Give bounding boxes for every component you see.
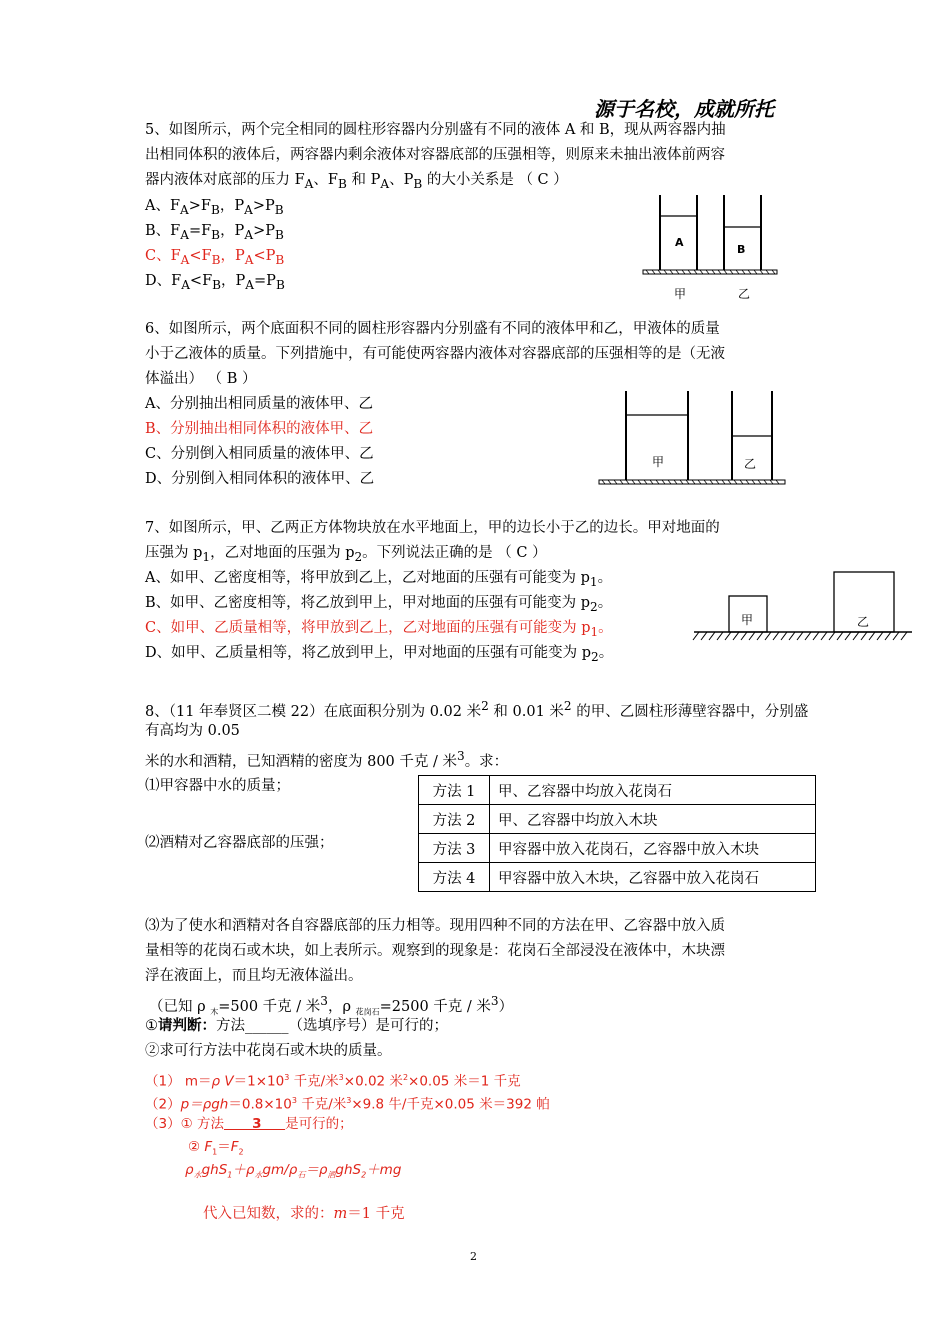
q5-container-a: [660, 195, 697, 270]
q8-answer-3-result: 代入已知数，求的：m＝1 千克: [203, 1206, 405, 1222]
table-row: [419, 776, 816, 805]
method-description: 甲容器中放入木块，乙容器中放入花岗石: [490, 863, 816, 892]
q5-stem-line-2: 出相同体积的液体后，两容器内剩余液体对容器底部的压强相等，则原来未抽出液体前两容: [145, 147, 725, 163]
q8-stem-line-1: 8、（11 年奉贤区二模 22）在底面积分别为 0.02 米$^2$ 和 0.01 米$^2$ 的甲、乙圆柱形薄壁容器中，分别盛: [145, 699, 809, 720]
q5-option-c-correct: C、$F_A<F_B$，$P_A<P_B$: [145, 248, 285, 267]
q8-answer-2: $(2)p=\rho gh=0.8\times 10^3$ 千克/米$^3$×9.8 牛/千克×0.05 米＝392 帕: [145, 1096, 550, 1113]
method-name: 方法 2: [419, 805, 490, 834]
q8-stem-line-3: 米的水和酒精，已知酒精的密度为 800 千克 / 米$^3$。求：: [145, 749, 509, 770]
method-name: 方法 3: [419, 834, 490, 863]
q5-stem-line-1: 5、如图所示，两个完全相同的圆柱形容器内分别盛有不同的液体 A 和 B，现从两容器内抽: [145, 122, 726, 138]
table-row: [419, 805, 816, 834]
q7-label-yi: 乙: [857, 615, 870, 629]
q5-figure-containers: [640, 190, 780, 305]
q7-option-c-correct: C、如甲、乙质量相等，将甲放到乙上，乙对地面的压强有可能变为 $p_1$。: [145, 620, 613, 639]
q6-stem-line-1: 6、如图所示，两个底面积不同的圆柱形容器内分别盛有不同的液体甲和乙，甲液体的质量: [145, 321, 720, 337]
q8-answer-1: （1） m＝ρ $V=1\times 10^3$ 千克/米$^3$×0.02 米$^2$×0.05 米＝1 千克: [145, 1073, 521, 1090]
q7-label-jia: 甲: [741, 613, 754, 627]
page-number: 2: [470, 1250, 477, 1263]
q7-option-a: A、如甲、乙密度相等，将甲放到乙上，乙对地面的压强有可能变为 $p_1$。: [145, 570, 613, 589]
q5-container-b: [724, 195, 761, 270]
table-row: [419, 863, 816, 892]
method-name: 方法 4: [419, 863, 490, 892]
header-slogan: 源于名校，成就所托: [594, 97, 774, 121]
q8-sub-question-3-line-1: ⑶为了使水和酒精对各自容器底部的压力相等。现用四种不同的方法在甲、乙容器中放入质: [145, 918, 725, 934]
q8-known-densities: （已知 ρ $_木$=500 千克 / 米$^3$，ρ $_{花岗石}$=2500 千克 / 米$^3$）: [149, 994, 514, 1017]
q8-stem-line-2: 有高均为 0.05: [145, 723, 240, 739]
q7-option-b: B、如甲、乙密度相等，将乙放到甲上，甲对地面的压强有可能变为 $p_2$。: [145, 595, 613, 614]
q5-option-a: A、$F_A>F_B$，$P_A>P_B$: [145, 198, 284, 217]
q8-answer-3-equation-1: ② $F_1=F_2$: [188, 1139, 244, 1157]
q8-find-mass-prompt: ②求可行方法中花岗石或木块的质量。: [145, 1043, 392, 1059]
q8-sub-question-1: ⑴甲容器中水的质量；: [145, 778, 290, 794]
q8-sub-question-3-line-2: 量相等的花岗石或木块，如上表所示。观察到的现象是：花岗石全部浸没在液体中，木块漂: [145, 943, 725, 959]
table-row: [419, 834, 816, 863]
q5-stem-line-3: 器内液体对底部的压力 $F_A$、$F_B$ 和 $P_A$、$P_B$ 的大小关系是 （ C ）: [145, 172, 568, 191]
q6-stem-line-2: 小于乙液体的质量。下列措施中，有可能使两容器内液体对容器底部的压强相等的是（无液: [145, 346, 725, 362]
q7-stem-line-2: 压强为 $p_1$，乙对地面的压强为 $p_2$。下列说法正确的是 （ C ）: [145, 545, 547, 564]
q5-label-a: A: [675, 236, 684, 249]
q6-stem-line-3: 体溢出） （ B ）: [145, 371, 257, 387]
q6-container-yi: [732, 391, 772, 480]
q6-figure-containers: [597, 388, 787, 488]
q8-sub-question-3-line-3: 浮在液面上，而且均无液体溢出。: [145, 968, 363, 984]
q6-option-d: D、分别倒入相同体积的液体甲、乙: [145, 471, 375, 487]
q5-option-b: B、$F_A=F_B$，$P_A>P_B$: [145, 223, 284, 242]
q6-label-yi: 乙: [744, 457, 757, 471]
q6-container-jia: [626, 391, 688, 480]
q8-methods-table: [418, 775, 816, 892]
q8-sub-question-2: ⑵酒精对乙容器底部的压强；: [145, 835, 334, 851]
q8-judge-prompt: ①请判断：方法______（选填序号）是可行的；: [145, 1017, 448, 1034]
q5-label-b: B: [737, 243, 746, 256]
q8-answer-3: （3）① 方法 3 是可行的；: [145, 1116, 353, 1132]
q8-answer-3-equation-2: $\rho_水ghS_1+\rho_水gm/\rho_石=\rho_酒ghS_2+mg$: [185, 1162, 402, 1180]
q6-label-jia: 甲: [652, 455, 665, 469]
method-description: 甲、乙容器中均放入木块: [490, 805, 816, 834]
q6-option-a: A、分别抽出相同质量的液体甲、乙: [145, 396, 373, 412]
q7-stem-line-1: 7、如图所示，甲、乙两正方体物块放在水平地面上，甲的边长小于乙的边长。甲对地面的: [145, 520, 720, 536]
q6-option-c: C、分别倒入相同质量的液体甲、乙: [145, 446, 374, 462]
q7-option-d: D、如甲、乙质量相等，将乙放到甲上，甲对地面的压强有可能变为 $p_2$。: [145, 645, 614, 664]
method-description: 甲、乙容器中均放入花岗石: [490, 776, 816, 805]
q5-option-d: D、$F_A<F_B$，$P_A=P_B$: [145, 273, 285, 292]
method-name: 方法 1: [419, 776, 490, 805]
q5-caption-right: 乙: [738, 287, 751, 301]
q5-caption-left: 甲: [674, 287, 687, 301]
q7-figure-cubes: [690, 568, 920, 648]
q6-option-b-correct: B、分别抽出相同体积的液体甲、乙: [145, 421, 374, 437]
method-description: 甲容器中放入花岗石，乙容器中放入木块: [490, 834, 816, 863]
